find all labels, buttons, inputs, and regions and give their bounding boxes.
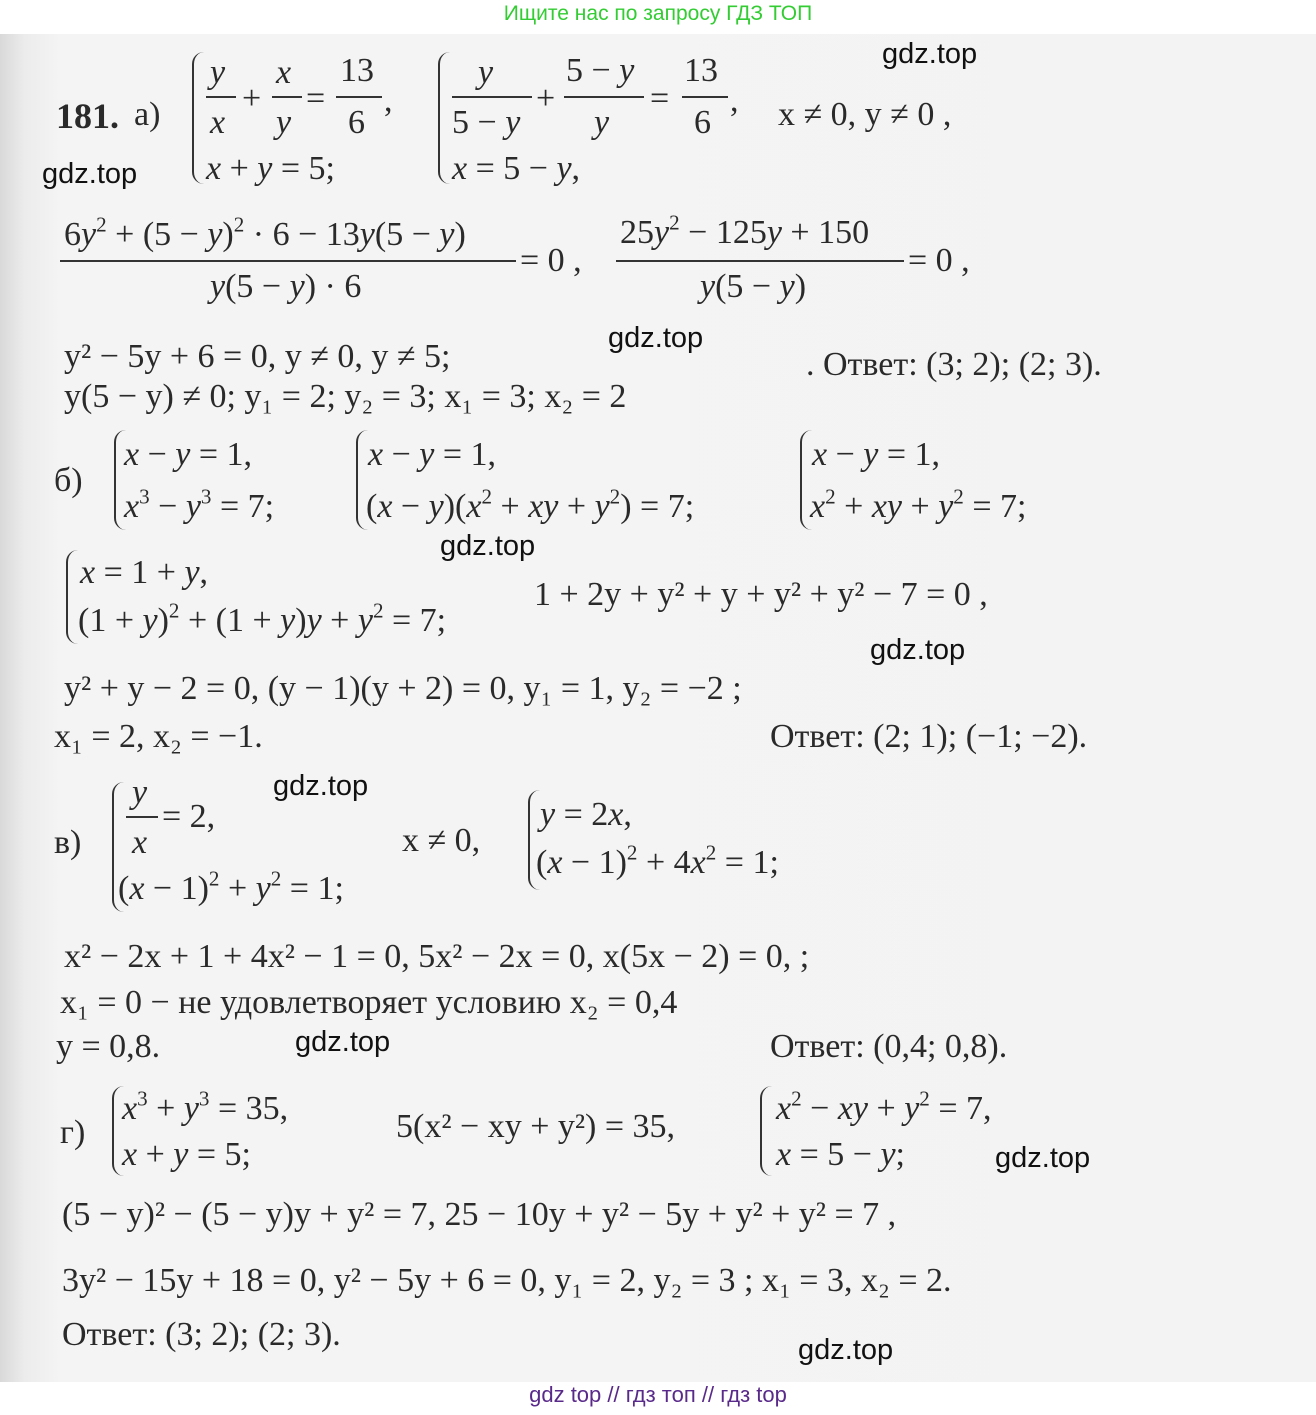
frac-den: x (210, 104, 226, 141)
frac-num: y (132, 774, 148, 811)
watermark: gdz.top (440, 530, 536, 562)
equation: $(x - 1)^2 + 4x^2 = 1$; (536, 840, 779, 881)
operator: = (650, 80, 670, 117)
watermark: gdz.top (870, 634, 966, 666)
equation: x = 5 − y; (776, 1136, 905, 1173)
watermark: gdz.top (42, 158, 138, 190)
frac-den: y (594, 104, 610, 141)
frac-den: y (276, 104, 292, 141)
frac-num: x (276, 54, 292, 91)
frac-num: 5 − y (566, 52, 635, 89)
equation: $(x - 1)^2 + y^2 = 1$; (118, 866, 344, 907)
comma: , (730, 82, 739, 119)
footer-links[interactable]: gdz top // гдз топ // гдз top (529, 1382, 787, 1407)
system-brace (192, 52, 204, 184)
solution-line: 5(x² − xy + y²) = 35, (396, 1108, 676, 1145)
equals-zero: = 0 , (520, 242, 582, 279)
equation: x − y = 1, (368, 436, 497, 473)
fraction-bar (616, 260, 904, 262)
frac-den: x (132, 824, 148, 861)
solution-line: y² − 5y + 6 = 0, y ≠ 0, y ≠ 5; (64, 338, 451, 375)
fraction-bar (452, 96, 532, 98)
solution-line: x² − 2x + 1 + 4x² − 1 = 0, 5x² − 2x = 0, x(5x − 2) = 0, ; (64, 938, 810, 975)
solution-line: x₁ = 2, x₂ = −1. (54, 718, 263, 755)
watermark: gdz.top (995, 1142, 1091, 1174)
equation: = 2, (162, 798, 216, 835)
part-a-label: а) (134, 96, 161, 133)
answer: Ответ: (0,4; 0,8). (770, 1028, 1008, 1065)
frac-den: 6 (694, 104, 711, 141)
top-banner-link[interactable]: Ищите нас по запросу ГДЗ ТОП (503, 2, 813, 25)
fraction-bar (126, 816, 158, 818)
comma: , (384, 82, 393, 119)
domain-conditions: x ≠ 0, (402, 822, 481, 859)
frac-den: y(5 − y) (700, 268, 807, 305)
equation: y = 2x, (540, 796, 632, 833)
fraction-bar (682, 96, 728, 98)
operator: + (242, 80, 262, 117)
watermark: gdz.top (608, 322, 704, 354)
solution-line: 3y² − 15y + 18 = 0, y² − 5y + 6 = 0, y₁ = 2, y₂ = 3 ; x₁ = 3, x₂ = 2. (62, 1262, 952, 1299)
watermark: gdz.top (882, 38, 978, 70)
operator: + (536, 80, 556, 117)
frac-num: 13 (340, 52, 374, 89)
problem-number: 181. (56, 96, 119, 136)
answer: . Ответ: (3; 2); (2; 3). (806, 346, 1102, 383)
frac-den: 5 − y (452, 104, 521, 141)
solution-line: x₁ = 0 − не удовлетворяет условию x₂ = 0,4 (60, 984, 678, 1021)
fraction-bar (336, 96, 382, 98)
equation: $x^3 - y^3 = 7$; (124, 484, 275, 525)
equation: x − y = 1, (124, 436, 253, 473)
frac-num: y (478, 54, 494, 91)
part-g-label: г) (60, 1114, 86, 1151)
frac-num: $6y^2 + (5 - y)^2 \cdot 6 - 13y(5 - y)$ (64, 212, 466, 253)
watermark: gdz.top (295, 1026, 391, 1058)
frac-den: 6 (348, 104, 365, 141)
frac-num: $25y^2 - 125y + 150$ (620, 210, 870, 251)
domain-conditions: x ≠ 0, y ≠ 0 , (778, 96, 952, 133)
equation: $x^3 + y^3 = 35$, (122, 1086, 289, 1127)
answer: Ответ: (3; 2); (2; 3). (62, 1316, 341, 1353)
fraction-bar (564, 96, 644, 98)
system-brace (66, 550, 78, 644)
equation: $x^2$ − xy + $y^2 = 7$, (776, 1086, 992, 1127)
part-v-label: в) (54, 824, 82, 861)
system-brace (438, 52, 450, 184)
equation: $x^2$ + xy + $y^2 = 7$; (810, 484, 1027, 525)
fraction-bar (206, 96, 236, 98)
frac-num: y (210, 54, 226, 91)
solution-line: y = 0,8. (56, 1028, 161, 1065)
solution-line: y(5 − y) ≠ 0; y₁ = 2; y₂ = 3; x₁ = 3; x₂ = 2 (64, 378, 627, 415)
operator: = (306, 80, 326, 117)
equation: x + y = 5; (122, 1136, 251, 1173)
frac-den: y(5 − y) · 6 (210, 268, 362, 305)
fraction-bar (60, 260, 516, 262)
fraction-bar (272, 96, 302, 98)
solution-line: 1 + 2y + y² + y + y² + y² − 7 = 0 , (534, 576, 988, 613)
equation: x = 5 − y, (452, 150, 581, 187)
equation: $(x - y)(x^2$ + xy + $y^2) = 7$; (366, 484, 695, 525)
watermark: gdz.top (273, 770, 369, 802)
equation: x = 1 + y, (80, 554, 209, 591)
equation: $(1 + y)^2 + (1 + y)y + y^2 = 7$; (78, 598, 447, 639)
answer: Ответ: (2; 1); (−1; −2). (770, 718, 1088, 755)
part-b-label: б) (54, 462, 83, 499)
solution-line: (5 − y)² − (5 − y)y + y² = 7, 25 − 10y + y² − 5y + y² + y² = 7 , (62, 1196, 897, 1233)
solution-line: y² + y − 2 = 0, (y − 1)(y + 2) = 0, y₁ = 1, y₂ = −2 ; (64, 670, 742, 707)
equals-zero: = 0 , (908, 242, 970, 279)
frac-num: 13 (684, 52, 718, 89)
equation: x + y = 5; (206, 150, 335, 187)
watermark: gdz.top (798, 1334, 894, 1366)
system-brace (760, 1086, 772, 1176)
equation: x − y = 1, (812, 436, 941, 473)
